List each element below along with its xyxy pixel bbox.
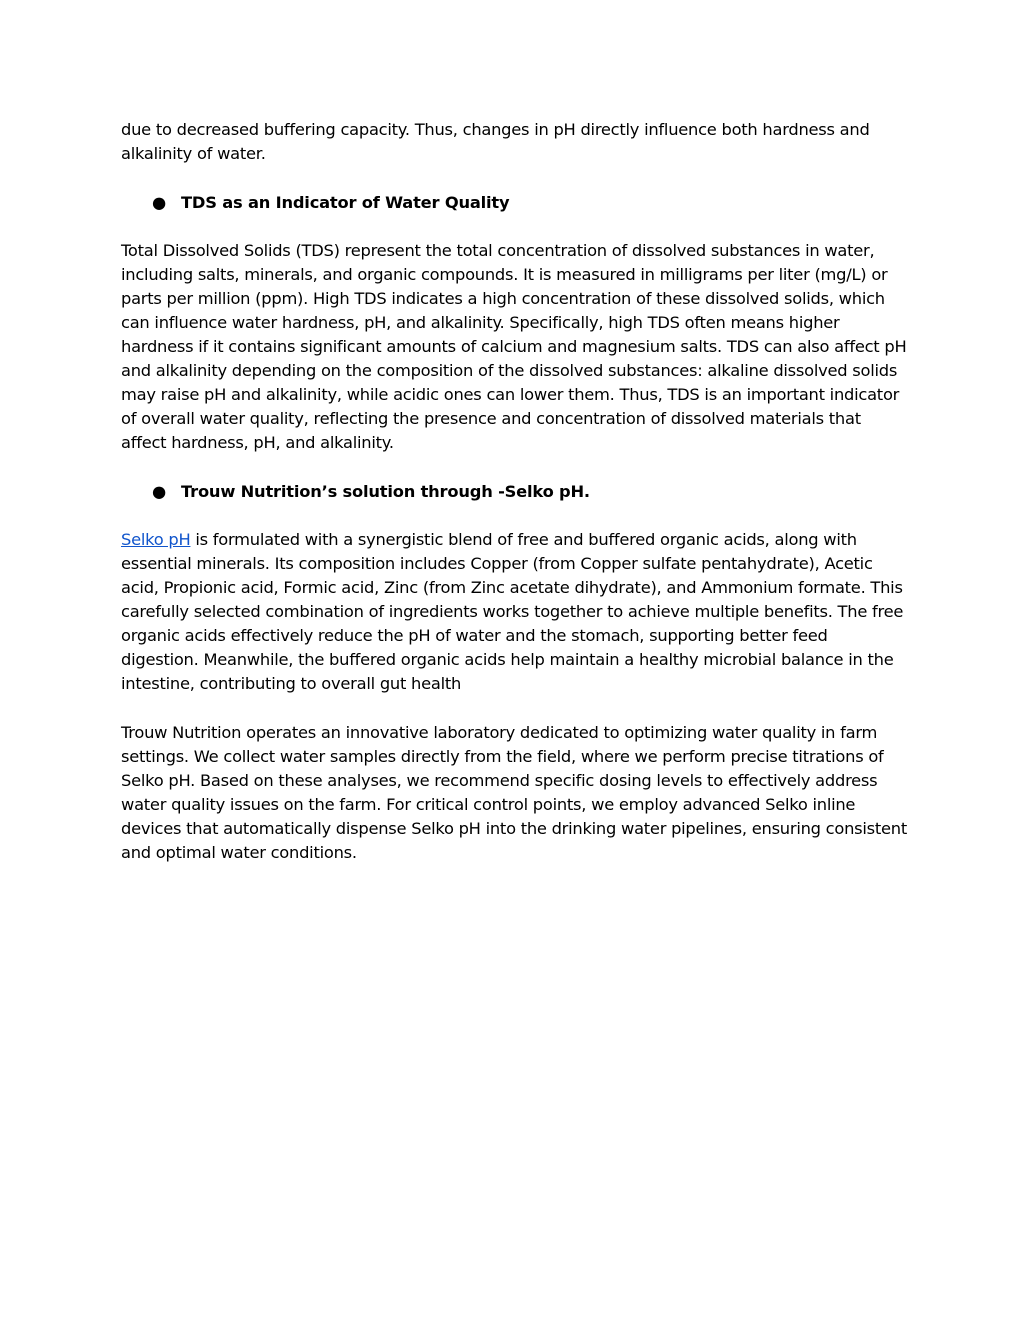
spacer: [121, 215, 907, 240]
bullet-marker: ●: [152, 192, 167, 212]
spacer: [121, 504, 907, 529]
spacer: [121, 166, 907, 191]
bullet-heading-selko-text: Trouw Nutrition’s solution through -Selko pH.: [181, 481, 590, 501]
spacer: [121, 455, 907, 480]
paragraph-hardness-alkalinity: due to decreased buffering capacity. Thus, changes in pH directly influence both hardness and alkalinity of water.: [121, 120, 870, 163]
bullet-heading-tds: [121, 191, 907, 215]
paragraph-selko-ph: [121, 528, 907, 696]
paragraph-selko-ph-text: is formulated with a synergistic blend of free and buffered organic acids, along with essential minerals. Its composition includes Copper (from Copper sulfate pentahydrate), Acetic acid, Propionic acid, Formic acid, Zinc (from Zinc acetate dihydrate), and Ammonium formate. This carefully selected combination of ingredients works together to achieve multiple benefits. The free organic acids effectively reduce the pH of water and the stomach, supporting better feed digestion. Meanwhile, the buffered organic acids help maintain a healthy microbial balance in the intestine, contributing to overall gut health: [121, 530, 904, 693]
bullet-heading-tds-text: TDS as an Indicator of Water Quality: [181, 192, 510, 212]
spacer: [121, 696, 907, 721]
selko-ph-link[interactable]: Selko pH: [121, 530, 191, 549]
bullet-heading-selko: [121, 480, 907, 504]
document-body: [121, 118, 907, 865]
bullet-marker: ●: [152, 481, 167, 501]
paragraph-tds: Total Dissolved Solids (TDS) represent the total concentration of dissolved substances in water, including salts, minerals, and organic compounds. It is measured in milligrams per liter (mg/L) or parts per million (ppm). High TDS indicates a high concentration of these dissolved solids, which can influence water hardness, pH, and alkalinity. Specifically, high TDS often means higher hardness if it contains significant amounts of calcium and magnesium salts. TDS can also affect pH and alkalinity depending on the composition of the dissolved substances: alkaline dissolved solids may raise pH and alkalinity, while acidic ones can lower them. Thus, TDS is an important indicator of overall water quality, reflecting the presence and concentration of dissolved materials that affect hardness, pH, and alkalinity.: [121, 241, 907, 452]
paragraph-laboratory: Trouw Nutrition operates an innovative laboratory dedicated to optimizing water quality in farm settings. We collect water samples directly from the field, where we perform precise titrations of Selko pH. Based on these analyses, we recommend specific dosing levels to effectively address water quality issues on the farm. For critical control points, we employ advanced Selko inline devices that automatically dispense Selko pH into the drinking water pipelines, ensuring consistent and optimal water conditions.: [121, 722, 907, 862]
